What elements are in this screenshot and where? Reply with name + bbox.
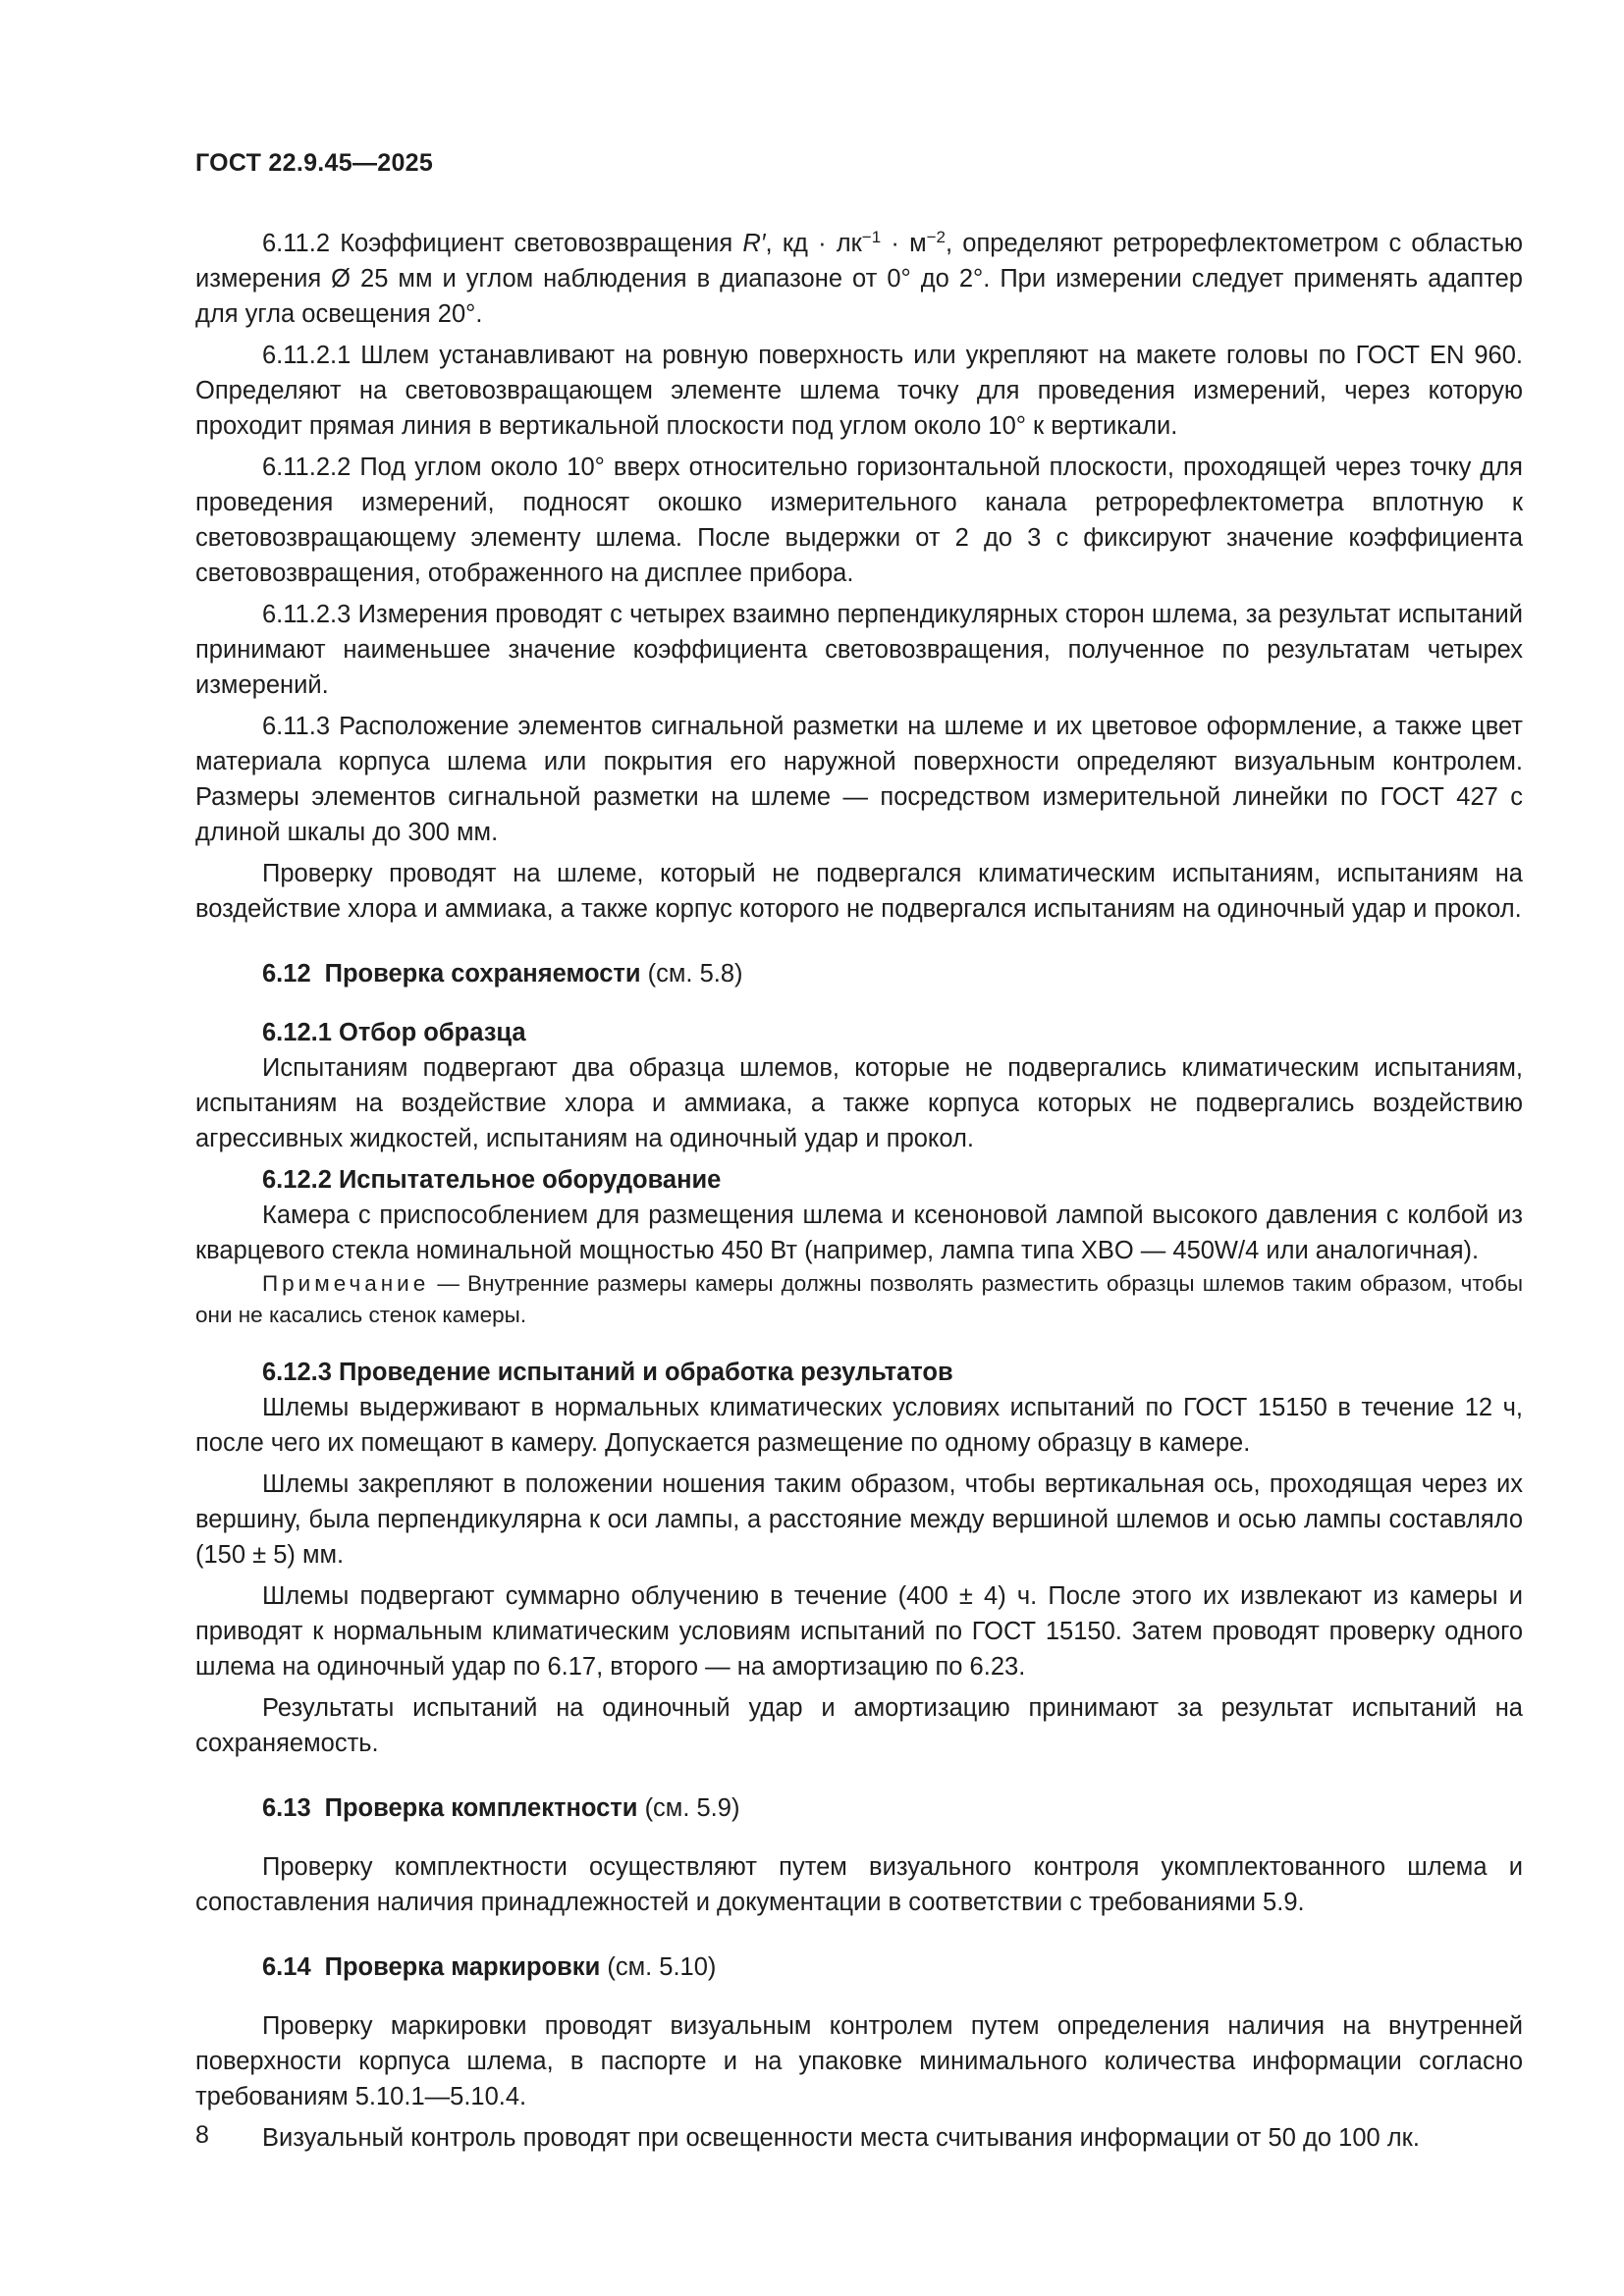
paragraph-6-12-3-b: Шлемы закрепляют в положении ношения таким образом, чтобы вертикальная ось, проходящая через их вершину, была перпендикулярна к оси лампы, а расстояние между вершиной шлемов и осью лампы составляло (150 ± 5) мм. bbox=[195, 1470, 1523, 1569]
paragraph-6-14-a: Проверку маркировки проводят визуальным контролем путем определения наличия на внутренней поверхности корпуса шлема, в паспорте и на упаковке минимального количества информации согласно требованиям 5.10.1—5.10.4. bbox=[195, 2012, 1523, 2110]
subsection-heading-6-12-3: 6.12.3 Проведение испытаний и обработка результатов bbox=[262, 1359, 953, 1386]
section-number: 6.13 bbox=[262, 1794, 311, 1822]
section-heading-6-12 bbox=[195, 956, 1523, 991]
text-fragment: , кд · лк bbox=[765, 230, 862, 257]
text-fragment: , определяют ретрорефлектометром с областью измерения Ø 25 мм и углом наблюдения в диапазоне от 0° до 2°. При измерении следует применять адаптер для угла освещения 20°. bbox=[195, 230, 1523, 328]
section-heading-6-14 bbox=[195, 1949, 1523, 1985]
note bbox=[195, 1268, 1523, 1331]
paragraph-6-12-1: Испытаниям подвергают два образца шлемов, которые не подвергались климатическим испытаниям, испытаниям на воздействие хлора и аммиака, а также корпуса которых не подвергались воздействию агрессивных жидкостей, испытаниям на одиночный удар и прокол. bbox=[195, 1054, 1523, 1152]
paragraph-6-14-b: Визуальный контроль проводят при освещенности места считывания информации от 50 до 100 лк. bbox=[262, 2124, 1420, 2152]
superscript: −1 bbox=[861, 228, 882, 246]
document-body bbox=[195, 226, 1523, 2156]
section-title: Проверка сохраняемости bbox=[324, 960, 641, 988]
section-number: 6.12 bbox=[262, 960, 311, 988]
subsection-heading-6-12-2: 6.12.2 Испытательное оборудование bbox=[262, 1166, 722, 1194]
paragraph-6-12-2: Камера с приспособлением для размещения шлема и ксеноновой лампой высокого давления с колбой из кварцевого стекла номинальной мощностью 450 Вт (например, лампа типа XBO — 450W/4 или аналогичная). bbox=[195, 1201, 1523, 1264]
superscript: −2 bbox=[926, 228, 946, 246]
section-reference: (см. 5.9) bbox=[644, 1794, 740, 1822]
section-title: Проверка комплектности bbox=[324, 1794, 638, 1822]
note-text: — Внутренние размеры камеры должны позволять разместить образцы шлемов таким образом, чтобы они не касались стенок камеры. bbox=[195, 1271, 1523, 1327]
section-title: Проверка маркировки bbox=[324, 1953, 601, 1981]
paragraph-6-11-3-note: Проверку проводят на шлеме, который не подвергался климатическим испытаниям, испытаниям на воздействие хлора и аммиака, а также корпус которого не подвергался испытаниям на одиночный удар и прокол. bbox=[195, 860, 1523, 923]
r-symbol: R′ bbox=[742, 230, 766, 257]
text-fragment: · м bbox=[881, 230, 927, 257]
text-fragment: 6.11.2 Коэффициент световозвращения bbox=[262, 230, 743, 257]
note-label: Примечание bbox=[262, 1271, 430, 1296]
paragraph-6-11-2 bbox=[195, 226, 1523, 332]
section-reference: (см. 5.10) bbox=[607, 1953, 717, 1981]
section-reference: (см. 5.8) bbox=[647, 960, 743, 988]
section-number: 6.14 bbox=[262, 1953, 311, 1981]
paragraph-6-11-2-2: 6.11.2.2 Под углом около 10° вверх относительно горизонтальной плоскости, проходящей через точку для проведения измерений, подносят окошко измерительного канала ретрорефлектометра вплотную к световозвращающему элементу шлема. После выдержки от 2 до 3 с фиксируют значение коэффициента световозвращения, отображенного на дисплее прибора. bbox=[195, 454, 1523, 587]
paragraph-6-12-3-c: Шлемы подвергают суммарно облучению в течение (400 ± 4) ч. После этого их извлекают из камеры и приводят к нормальным климатическим условиям испытаний по ГОСТ 15150. Затем проводят проверку одного шлема на одиночный удар по 6.17, второго — на амортизацию по 6.23. bbox=[195, 1582, 1523, 1681]
section-heading-6-13 bbox=[195, 1790, 1523, 1826]
page-number: 8 bbox=[195, 2121, 209, 2149]
paragraph-6-13: Проверку комплектности осуществляют путем визуального контроля укомплектованного шлема и сопоставления наличия принадлежностей и документации в соответствии с требованиями 5.9. bbox=[195, 1853, 1523, 1916]
subsection-heading-6-12-1: 6.12.1 Отбор образца bbox=[262, 1019, 526, 1046]
paragraph-6-11-2-1: 6.11.2.1 Шлем устанавливают на ровную поверхность или укрепляют на макете головы по ГОСТ EN 960. Определяют на световозвращающем элементе шлема точку для проведения измерений, через которую проходит прямая линия в вертикальной плоскости под углом около 10° к вертикали. bbox=[195, 342, 1523, 440]
paragraph-6-11-2-3: 6.11.2.3 Измерения проводят с четырех взаимно перпендикулярных сторон шлема, за результат испытаний принимают наименьшее значение коэффициента световозвращения, полученное по результатам четырех измерений. bbox=[195, 601, 1523, 699]
paragraph-6-12-3-d: Результаты испытаний на одиночный удар и амортизацию принимают за результат испытаний на сохраняемость. bbox=[195, 1694, 1523, 1757]
paragraph-6-12-3-a: Шлемы выдерживают в нормальных климатических условиях испытаний по ГОСТ 15150 в течение 12 ч, после чего их помещают в камеру. Допускается размещение по одному образцу в камере. bbox=[195, 1394, 1523, 1457]
document-header: ГОСТ 22.9.45—2025 bbox=[195, 149, 434, 177]
paragraph-6-11-3: 6.11.3 Расположение элементов сигнальной разметки на шлеме и их цветовое оформление, а также цвет материала корпуса шлема или покрытия его наружной поверхности определяют визуальным контролем. Размеры элементов сигнальной разметки на шлеме — посредством измерительной линейки по ГОСТ 427 с длиной шкалы до 300 мм. bbox=[195, 713, 1523, 846]
